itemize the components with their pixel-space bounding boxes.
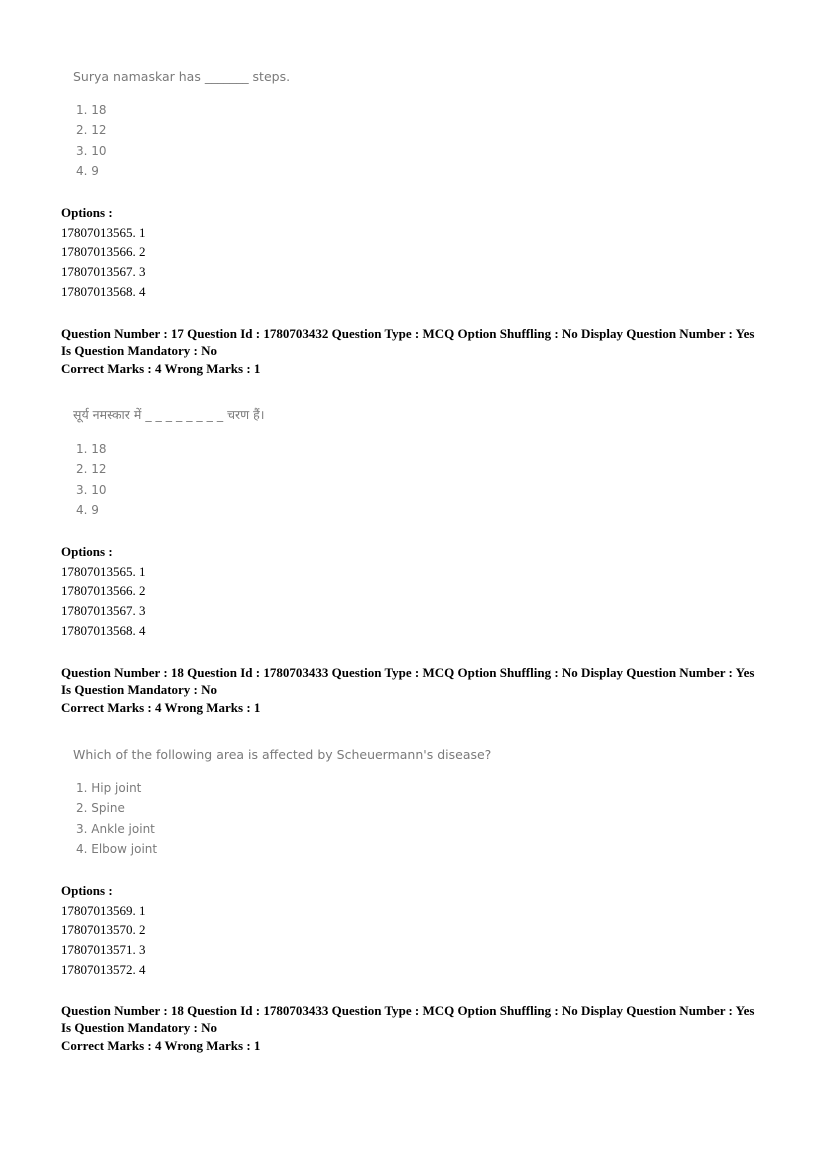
choice-item: 4. 9 [76, 163, 99, 178]
option-id: 17807013570. 2 [61, 922, 146, 938]
meta-line: Is Question Mandatory : No [61, 342, 218, 358]
option-id: 17807013569. 1 [61, 902, 146, 918]
question-meta [61, 1003, 754, 1055]
meta-line: Correct Marks : 4 Wrong Marks : 1 [61, 361, 261, 376]
option-id: 17807013566. 2 [61, 244, 146, 260]
option-id: 17807013567. 3 [61, 264, 146, 280]
question-meta [61, 665, 754, 717]
choice-item: 3. 10 [76, 482, 107, 497]
option-id: 17807013567. 3 [61, 603, 146, 619]
question-choices [76, 778, 157, 859]
meta-line: Question Number : 18 Question Id : 1780703433 Question Type : MCQ Option Shuffling : No Display Question Number : Yes [61, 1003, 755, 1018]
option-id: 17807013568. 4 [61, 283, 146, 299]
choice-item: 3. Ankle joint [76, 821, 155, 836]
meta-line: Question Number : 17 Question Id : 1780703432 Question Type : MCQ Option Shuffling : No Display Question Number : Yes [61, 326, 755, 341]
options-block [61, 542, 146, 641]
question-choices [76, 439, 107, 520]
question-choices [76, 100, 107, 181]
meta-line: Correct Marks : 4 Wrong Marks : 1 [61, 700, 261, 715]
option-id: 17807013568. 4 [61, 622, 146, 638]
option-id: 17807013565. 1 [61, 563, 146, 579]
option-id: 17807013572. 4 [61, 961, 146, 977]
question-text: सूर्य नमस्कार में _ _ _ _ _ _ _ _ चरण हैं। [73, 407, 265, 422]
meta-line: Is Question Mandatory : No [61, 1019, 218, 1035]
question-meta [61, 326, 754, 378]
option-id: 17807013571. 3 [61, 942, 146, 958]
meta-line: Correct Marks : 4 Wrong Marks : 1 [61, 1038, 261, 1053]
options-block [61, 881, 146, 980]
question-text: Surya namaskar has _______ steps. [73, 69, 291, 84]
question-text: Which of the following area is affected by Scheuermann's disease? [73, 747, 492, 762]
choice-item: 2. 12 [76, 462, 107, 477]
choice-item: 2. 12 [76, 123, 107, 138]
choice-item: 3. 10 [76, 143, 107, 158]
choice-item: 2. Spine [76, 801, 125, 816]
options-title: Options : [61, 544, 113, 559]
options-block [61, 203, 146, 302]
choice-item: 1. Hip joint [76, 781, 142, 795]
option-id: 17807013566. 2 [61, 583, 146, 599]
choice-item: 4. 9 [76, 502, 99, 517]
choice-item: 4. Elbow joint [76, 841, 158, 856]
options-title: Options : [61, 883, 113, 898]
option-id: 17807013565. 1 [61, 224, 146, 240]
choice-item: 1. 18 [76, 442, 107, 456]
meta-line: Is Question Mandatory : No [61, 681, 218, 697]
choice-item: 1. 18 [76, 103, 107, 117]
options-title: Options : [61, 205, 113, 220]
meta-line: Question Number : 18 Question Id : 1780703433 Question Type : MCQ Option Shuffling : No Display Question Number : Yes [61, 665, 755, 680]
